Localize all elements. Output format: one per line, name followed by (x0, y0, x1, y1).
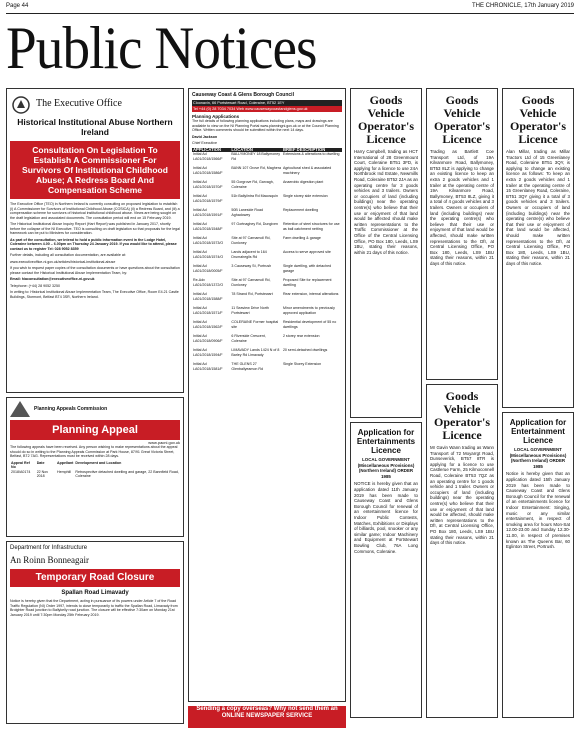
eo-email[interactable]: Email: hiaconsultation@executiveoffice-ni.gov.uk (10, 277, 95, 281)
pac-text: The following appeals have been received. Any person wishing to make representations about the appeal should do so in writing to the Planning Appeals Commission at Park House, 87/91 Great Victoria Street, Belfast, BT2 7AG. Representations must be received within 28 days. (10, 445, 178, 458)
executive-office-notice (6, 88, 184, 393)
column-right (350, 88, 574, 728)
causeway-name: Causeway Coast & Glens Borough Council (192, 92, 294, 98)
eo-telephone: Telephone: (+44) 28 9052 3250 (10, 283, 61, 288)
table-row: Initial Ad LA01/2018/0005/F 3 Causeway St, Portrush Single dwelling, with detached garage (193, 264, 332, 273)
table-row: Initial Ad LA01/2018/1573/O Site at 97 Carnamoll Rd, Dunloney Farm dwelling & garage (193, 236, 321, 245)
eo-para-4: Further details, including all consultation documentation, are available at: (10, 253, 126, 257)
appeal-col-ref: Appeal Ref No (11, 460, 30, 469)
road-closure-notice (6, 541, 184, 724)
table-row: Initial Ad LA01/2018/1579/F 51b Ballylintra Rd Macosquin Single storey side extension (193, 194, 328, 203)
column-left (6, 88, 184, 728)
entertainment-notice-1: Application for Entertainments Licence LOCAL GOVERNMENT (Miscellaneous Provisions) (Northern Ireland) ORDER 1985 NOTICE is hereby given that an application dated 11th January 2019 has been made to Causeway Coast and Glens Borough Council for renewal of an entertainment licence for Indoor Public Contests, Matches, Exhibitions or Displays of billiards, pool, snooker or any similar game; Indoor Machinery and Equipment at Portstewart Bowling Club, 76A Long Commons, Coleraine. (350, 422, 422, 718)
newspaper-date: THE CHRONICLE, 17th January 2019 (471, 3, 574, 9)
causeway-contact: Tel +44 (0) 28 7034 7034 Web www.causewaycoastandglens.gov.uk (192, 106, 342, 112)
signatory-name: David Jackson (192, 134, 218, 139)
table-row: Initial Ad LA01/2018/1581/F THE GLENS 27 Glenballyeamon Rd Single Storey Extension (193, 362, 322, 371)
table-row: Initial Ad LA01/2018/1594/F LIMAVADY Lands 1424 N of 8 Barley Rd Limavady 20 semi-detached dwellings (193, 348, 328, 357)
table-row: Initial Ad LA01/2018/1562/F COLERAINE Former hospital site Residential development of 55 no dwellings (193, 320, 337, 329)
pac-name: Planning Appeals Commission (34, 406, 108, 412)
page-number: Page 44 (6, 3, 29, 9)
table-row: 2018/A0174 22 Nov 2018 Hemphill Retrospective detached dwelling and garage, 22 Bannfield Road, Coleraine (11, 469, 179, 478)
table-row: Initial Ad LA01/2018/1591/F 50B Laneside Road Aghadowey Replacement dwelling (193, 208, 319, 217)
appeal-col-date: Date (36, 460, 45, 465)
appeal-table (10, 461, 180, 479)
pac-url[interactable]: www.pacni.gov.uk (148, 440, 180, 445)
crest-icon (11, 95, 31, 115)
col-description: BRIEF DESCRIPTION (282, 148, 342, 153)
col-application: APPLICATION (192, 148, 230, 153)
appeal-col-dev: Development and Location (75, 460, 122, 465)
executive-office-name: The Executive Office (36, 98, 122, 109)
eo-para-1: The Executive Office (TEO) in Northern Ireland is currently consulting on proposed legislation to establish (i) A Commissioner for Survivors of Institutional Childhood Abuse (COSICA) (ii) a Redress Board, and (iii) a compensation scheme for survivors of historical institutional childhood abuse. Views are being sought on the draft legislation and associated documents. The consultation period will end on 15 February 2019. (10, 202, 180, 220)
entertainment-notice-2: Application for Entertainment Licence LOCAL GOVERNMENT (Miscellaneous Provisions) (Northern Ireland) ORDER 1985 Notice is hereby given that an application dated 15th January 2019 has been made to Causeway Coast and Glens Borough Council for the renewal of an entertainments licence for Indoor Entertainment: Singing, music or any similar entertainment, in respect of smoking area for hours Mon-Sat 12.00-23.00 and Sunday 12.30-11.00, in respect of premises known as The Queens Bar, 60 Eglinton Street, Portrush. (502, 412, 574, 718)
table-row: Initial Ad LA01/2018/0906/F 6 Riverside Crescent, Coleraine 2 storey rear extension (193, 334, 320, 343)
eo-link[interactable]: www.executiveoffice-ni.gov.uk/articles/historical-institutional-abuse (10, 259, 116, 264)
planning-table (192, 148, 342, 377)
planning-appeal-title: Planning Appeal (10, 420, 180, 440)
online-newspaper-banner[interactable]: Sending a copy overseas? Why not send them an ONLINE NEWSPAPER SERVICE (188, 706, 346, 728)
hia-heading: Historical Institutional Abuse Northern Ireland (17, 117, 173, 137)
table-row: Initial Ad LA01/2018/1566/F BALLYMONEY 18 Ballymoney Rd Extensions & alterations to dwelling (193, 152, 340, 161)
table-row: Initial Ad LA01/2018/1574/O Lands adjacent to 164 Drumaheglis Rd Access to serve approved site (193, 250, 331, 259)
goods-vehicle-notice-1: Goods Vehicle Operator's Licence Harry Campbell, trading as HCT International of 28 Greenmount Court, Coleraine BT51 3FD, is applying for a licence to use 24A Northbrook Ind Estate, Newmills Road, Coleraine BT52 2JA as an operating centre for 3 goods vehicles and 3 trailers. Owners or occupiers of land (including buildings) near the operating centre(s) who believe that their use or enjoyment of that land would be affected should make written representations to the Traffic Commissioner at the Office of the Central Licensing Office, PO Box 180, Leeds, LS9 1BU, stating their reasons, within 21 days of this notice. (350, 88, 422, 418)
road-closure-text: Notice is hereby given that the Department, acting in pursuance of its powers under Article 7 of the Road Traffic Regulation (NI) Order 1997, intends to close temporarily to traffic the Spallan Road, Limavady from Broighter Road junction to Ballykelly road junction. The closure will be effective 7:30am on Monday 21st January 2019 until 7:30pm Monday 25th February 2019. (10, 599, 178, 617)
page-header (6, 3, 574, 14)
eo-para-3: As part of the consultation, we intend to hold a public information event in the Lodge Hotel, Coleraine between 4.00 – 6.00pm on Thursday 24 January 2019. If you would like to attend, please contact us to register Tel: 028 9052 8359 (10, 237, 177, 251)
causeway-planning-notice (188, 88, 346, 702)
dfi-irish-name: An Roinn Bonneagair (10, 555, 89, 565)
consultation-title: Consultation On Legislation To Establish A Commissioner For Survivors Of Institutional Childhood Abuse; A Redress Board And Compensation Scheme (10, 141, 180, 199)
causeway-address: Cloonavin, 66 Portstewart Road, Coleraine, BT52 1EY (192, 100, 342, 106)
planning-appeals-logo-icon (10, 401, 30, 417)
table-row: Initial Ad LA01/2018/1548/F 97 Gortnaghey Rd, Dungiven Retention of steel structures for use as ball catchment netting (193, 222, 340, 231)
col-location: LOCATION (230, 148, 282, 153)
column-middle (188, 88, 346, 728)
table-row: Initial Ad LA01/2018/1570/F 55 Gorgrove Rd, Garvagh, Coleraine Anaerobic digestion plant (193, 180, 324, 189)
goods-vehicle-notice-3: Goods Vehicle Operator's Licence Alan Millar, trading as Millar Tractors Ltd of 15 Greenlaney Road, Coleraine BT51 3QY, is applying to change an existing licence as follows: To keep an extra 2 goods vehicles and 1 trailer at the operating centre of 15 Greenlaney Road, Coleraine, BT51 3QY giving it a total of 3 goods vehicles and 3 trailers. Owners or occupiers of land (including buildings) near the operating centre(s) who believe that their use or enjoyment of that land would be affected, should make written representations to the DfI, at Central Licensing Office, PO Box 180, Leeds, LS9 1BU, stating their reasons, within 21 days of this notice. (502, 88, 574, 408)
appeal-col-appellant: Appellant (57, 460, 74, 465)
table-row: Re-Adv LA01/2018/1372/O Site at 97 Carnamoll Rd, Dunloney Proposed Site for replacement dwelling (193, 278, 332, 287)
table-row: Initial Ad LA01/2018/1586/F BANN 107 Grove Rd, Maghera Agricultural shed & associated machinery (193, 166, 332, 175)
signatory-role: Chief Executive (192, 141, 217, 145)
planning-appeal-notice (6, 397, 184, 537)
eo-address: In writing to: Historical Institutional Abuse Implementation Team, The Executive Office, Room E4.21 Castle Buildings, Stormont, Belfast BT4 3SR, Northern Ireland. (10, 290, 179, 299)
eo-para-2: The Historical Institutional Abuse Inquiry Report (Hart Report) was published in January 2017, shortly before the collapse of the NI Executive. TEO is consulting on draft legislation so that proposals for the legal framework can be put to Ministers for consideration. (10, 222, 180, 235)
road-name: Spallan Road Limavady (61, 590, 129, 596)
page-title: Public Notices (6, 15, 317, 81)
planning-section-title: Planning Applications (192, 114, 240, 119)
goods-vehicle-notice-4: Goods Vehicle Operator's Licence Mr Gavin Wann trading as Wann Transport of 72 Moyarrgt Road, Dunseverick, BT57 8TR is applying for a licence to use Castlerue Farm, 25 Kilmoconnell Road, Coleraine BT53 7QZ as an operating centre for 1 goods vehicle and 1 trailer. Owners or occupiers of land (including buildings) near the operating centre(s) who believe that their use or enjoyment of that land would be affected, should make written representations to the DfI, at Central Licensing Office, PO Box 180, Leeds, LS9 1BU stating their reasons, within 21 days of this notice. (426, 384, 498, 718)
eo-para-6: If you wish to request paper copies of the consultation documents or have questions about the consultation please contact the Historical Institutional Abuse Implementation Team, by: (10, 266, 180, 275)
road-closure-title: Temporary Road Closure (10, 569, 180, 587)
table-row: Initial Ad LA01/2018/1588/F 78 Strand Rd, Portstewart Rear extension, internal alterations (193, 292, 339, 301)
goods-vehicle-notice-2: Goods Vehicle Operator's Licence Trading as Bartlett Coe Transport Ltd, of 19A Kilvanmore Road, Ballymoney, BT53 8LZ is applying to change an existing licence to keep an extra 2 goods vehicles and 1 trailer at the operating centre of 19A Kilvanmore Road, Ballymoney, BT53 8LZ, giving it a total of 4 goods vehicles and 3 trailers. Owners or occupiers of land (including buildings) near the operating centre(s) who believe that their use or enjoyment of that land would be affected, should make written representations to the DfI, at Central Licensing Office, PO Box 180, Leeds, LS9 1BU stating their reasons, within 21 days of this notice. (426, 88, 498, 380)
table-row: Initial Ad LA01/2018/1571/F 11 Seaview Drive North Portstewart Minor amendments to previously approved application (193, 306, 335, 315)
dfi-name: Department for Infrastructure (10, 545, 88, 551)
planning-intro: The full details of following planning applications including plans, maps and drawings are available to view on the NI Planning Portal www.planningni.gov.uk or at the Council Planning Office. Written comments should be submitted within the next 14 days. (192, 119, 339, 132)
